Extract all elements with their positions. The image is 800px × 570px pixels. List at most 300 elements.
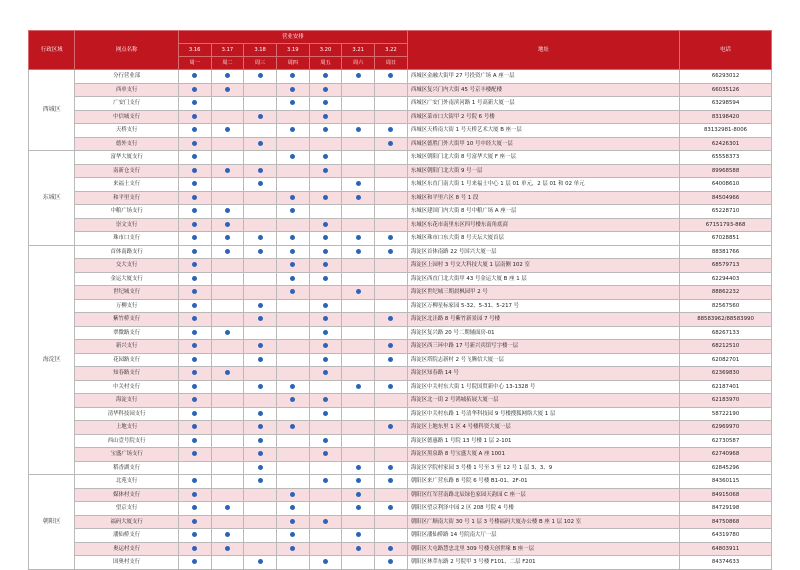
schedule-cell bbox=[276, 502, 309, 516]
open-dot-icon bbox=[192, 73, 197, 78]
branch-name-cell: 崇文支行 bbox=[75, 218, 178, 232]
schedule-cell bbox=[178, 151, 211, 165]
table-row bbox=[29, 407, 772, 421]
weekday-header: 周二 bbox=[211, 57, 244, 70]
table-row bbox=[29, 178, 772, 192]
weekday-header: 周三 bbox=[244, 57, 277, 70]
open-dot-icon bbox=[258, 357, 263, 362]
branch-name-cell: 紫竹桥支行 bbox=[75, 313, 178, 327]
open-dot-icon bbox=[258, 73, 263, 78]
branch-name-cell: 和平里支行 bbox=[75, 191, 178, 205]
address-cell: 海淀区学院村家园 3 号楼 1 号至 3 至 12 号 1 层 3、3、9 bbox=[407, 461, 679, 475]
schedule-cell bbox=[309, 97, 342, 111]
open-dot-icon bbox=[290, 546, 295, 551]
schedule-cell bbox=[276, 340, 309, 354]
schedule-cell bbox=[342, 313, 375, 327]
phone-cell: 67151793-868 bbox=[680, 218, 772, 232]
open-dot-icon bbox=[192, 316, 197, 321]
branch-name-cell: 西单支行 bbox=[75, 83, 178, 97]
table-row bbox=[29, 205, 772, 219]
schedule-cell bbox=[309, 299, 342, 313]
schedule-cell bbox=[178, 461, 211, 475]
schedule-cell bbox=[342, 502, 375, 516]
schedule-cell bbox=[244, 232, 277, 246]
schedule-cell bbox=[211, 272, 244, 286]
schedule-cell bbox=[276, 83, 309, 97]
schedule-cell bbox=[276, 259, 309, 273]
schedule-cell bbox=[342, 407, 375, 421]
open-dot-icon bbox=[192, 505, 197, 510]
open-dot-icon bbox=[192, 411, 197, 416]
open-dot-icon bbox=[356, 546, 361, 551]
schedule-cell bbox=[178, 380, 211, 394]
schedule-cell bbox=[342, 475, 375, 489]
open-dot-icon bbox=[225, 505, 230, 510]
open-dot-icon bbox=[258, 411, 263, 416]
schedule-cell bbox=[178, 299, 211, 313]
schedule-cell bbox=[178, 205, 211, 219]
open-dot-icon bbox=[290, 87, 295, 92]
schedule-cell bbox=[211, 488, 244, 502]
table-row bbox=[29, 83, 772, 97]
open-dot-icon bbox=[290, 519, 295, 524]
schedule-cell bbox=[178, 232, 211, 246]
schedule-cell bbox=[211, 461, 244, 475]
schedule-cell bbox=[375, 124, 408, 138]
branch-schedule-table bbox=[28, 30, 772, 570]
table-row bbox=[29, 191, 772, 205]
schedule-cell bbox=[309, 461, 342, 475]
schedule-cell bbox=[178, 502, 211, 516]
open-dot-icon bbox=[388, 384, 393, 389]
open-dot-icon bbox=[192, 100, 197, 105]
schedule-cell bbox=[375, 232, 408, 246]
schedule-cell bbox=[178, 529, 211, 543]
date-header: 3.16 bbox=[178, 44, 211, 57]
schedule-cell bbox=[178, 70, 211, 84]
address-cell: 朝阳区林萃东路 2 号院甲 3 号楼 F101、二层 F201 bbox=[407, 556, 679, 570]
schedule-cell bbox=[309, 502, 342, 516]
schedule-cell bbox=[244, 367, 277, 381]
open-dot-icon bbox=[323, 249, 328, 254]
schedule-cell bbox=[309, 421, 342, 435]
schedule-cell bbox=[375, 245, 408, 259]
open-dot-icon bbox=[323, 276, 328, 281]
address-cell: 海淀区中关村东大街 1 号院国贸新中心 13-1328 号 bbox=[407, 380, 679, 394]
table-row bbox=[29, 110, 772, 124]
schedule-cell bbox=[211, 502, 244, 516]
open-dot-icon bbox=[192, 235, 197, 240]
schedule-header: 营业安排 bbox=[178, 31, 407, 44]
open-dot-icon bbox=[388, 357, 393, 362]
table-row bbox=[29, 151, 772, 165]
open-dot-icon bbox=[323, 357, 328, 362]
schedule-cell bbox=[244, 313, 277, 327]
table-body bbox=[29, 70, 772, 570]
open-dot-icon bbox=[388, 478, 393, 483]
schedule-cell bbox=[375, 367, 408, 381]
schedule-cell bbox=[211, 515, 244, 529]
schedule-cell bbox=[276, 286, 309, 300]
schedule-cell bbox=[276, 421, 309, 435]
table-row bbox=[29, 245, 772, 259]
open-dot-icon bbox=[192, 519, 197, 524]
schedule-cell bbox=[342, 340, 375, 354]
schedule-cell bbox=[375, 326, 408, 340]
address-cell: 海淀区知春路 14 号 bbox=[407, 367, 679, 381]
date-header: 3.19 bbox=[276, 44, 309, 57]
schedule-cell bbox=[211, 367, 244, 381]
schedule-cell bbox=[342, 421, 375, 435]
table-row bbox=[29, 313, 772, 327]
schedule-cell bbox=[178, 353, 211, 367]
schedule-cell bbox=[375, 488, 408, 502]
address-cell: 海淀区上地东里 1 区 4 号楼科资大厦一层 bbox=[407, 421, 679, 435]
table-row bbox=[29, 232, 772, 246]
phone-cell: 82567560 bbox=[680, 299, 772, 313]
address-cell: 东城区珠市口东大街 8 号天坛大厦首层 bbox=[407, 232, 679, 246]
address-cell: 海淀区中关村东路 1 号清华科技园 9 号楼搜狐网络大厦 1 层 bbox=[407, 407, 679, 421]
schedule-cell bbox=[375, 178, 408, 192]
open-dot-icon bbox=[258, 141, 263, 146]
address-cell: 海淀区万柳星标家园 5-32、5-31、5-217 号 bbox=[407, 299, 679, 313]
schedule-cell bbox=[375, 286, 408, 300]
branch-name-cell: 媒体村支行 bbox=[75, 488, 178, 502]
schedule-cell bbox=[309, 245, 342, 259]
branch-name-cell: 万柳支行 bbox=[75, 299, 178, 313]
schedule-cell bbox=[276, 367, 309, 381]
open-dot-icon bbox=[192, 397, 197, 402]
schedule-cell bbox=[178, 488, 211, 502]
schedule-cell bbox=[244, 178, 277, 192]
schedule-cell bbox=[211, 542, 244, 556]
open-dot-icon bbox=[356, 384, 361, 389]
weekday-header: 周六 bbox=[342, 57, 375, 70]
schedule-cell bbox=[309, 286, 342, 300]
schedule-cell bbox=[244, 380, 277, 394]
schedule-cell bbox=[211, 164, 244, 178]
open-dot-icon bbox=[192, 141, 197, 146]
schedule-cell bbox=[244, 475, 277, 489]
table-row bbox=[29, 394, 772, 408]
schedule-cell bbox=[276, 299, 309, 313]
schedule-cell bbox=[375, 259, 408, 273]
schedule-cell bbox=[276, 380, 309, 394]
open-dot-icon bbox=[290, 249, 295, 254]
open-dot-icon bbox=[388, 424, 393, 429]
schedule-cell bbox=[244, 70, 277, 84]
phone-cell: 65228710 bbox=[680, 205, 772, 219]
schedule-cell bbox=[211, 110, 244, 124]
open-dot-icon bbox=[225, 87, 230, 92]
table-row bbox=[29, 326, 772, 340]
open-dot-icon bbox=[192, 181, 197, 186]
phone-cell: 88583962/88583990 bbox=[680, 313, 772, 327]
phone-cell: 62845296 bbox=[680, 461, 772, 475]
schedule-cell bbox=[309, 542, 342, 556]
schedule-cell bbox=[211, 353, 244, 367]
schedule-cell bbox=[244, 286, 277, 300]
schedule-cell bbox=[375, 205, 408, 219]
schedule-cell bbox=[276, 313, 309, 327]
schedule-cell bbox=[276, 124, 309, 138]
schedule-cell bbox=[244, 191, 277, 205]
open-dot-icon bbox=[356, 235, 361, 240]
open-dot-icon bbox=[225, 532, 230, 537]
schedule-cell bbox=[342, 367, 375, 381]
schedule-cell bbox=[211, 286, 244, 300]
schedule-cell bbox=[244, 502, 277, 516]
table-row bbox=[29, 340, 772, 354]
schedule-cell bbox=[276, 97, 309, 111]
schedule-cell bbox=[309, 380, 342, 394]
schedule-cell bbox=[244, 461, 277, 475]
phone-cell: 62426301 bbox=[680, 137, 772, 151]
branch-name-cell: 西山壹号院支行 bbox=[75, 434, 178, 448]
open-dot-icon bbox=[258, 451, 263, 456]
schedule-cell bbox=[244, 340, 277, 354]
schedule-cell bbox=[375, 461, 408, 475]
schedule-cell bbox=[276, 178, 309, 192]
schedule-cell bbox=[309, 124, 342, 138]
table-row bbox=[29, 380, 772, 394]
schedule-cell bbox=[244, 205, 277, 219]
address-cell: 东城区和平里六区 8 号 1 段 bbox=[407, 191, 679, 205]
schedule-cell bbox=[211, 434, 244, 448]
schedule-cell bbox=[309, 110, 342, 124]
table-row bbox=[29, 353, 772, 367]
schedule-cell bbox=[276, 205, 309, 219]
schedule-cell bbox=[375, 542, 408, 556]
schedule-cell bbox=[276, 164, 309, 178]
address-cell: 海淀区北一街 2 号鸿城拓展大厦一层 bbox=[407, 394, 679, 408]
schedule-cell bbox=[309, 205, 342, 219]
phone-cell: 64803911 bbox=[680, 542, 772, 556]
schedule-cell bbox=[342, 326, 375, 340]
branch-name-cell: 世纪城支行 bbox=[75, 286, 178, 300]
schedule-cell bbox=[211, 70, 244, 84]
address-cell: 东城区东直门南大街 1 号来福士中心 1 层 01 单元，2 层 01 和 02 单元 bbox=[407, 178, 679, 192]
schedule-cell bbox=[244, 110, 277, 124]
schedule-cell bbox=[211, 313, 244, 327]
phone-cell: 84729198 bbox=[680, 502, 772, 516]
weekday-header: 周五 bbox=[309, 57, 342, 70]
branch-name-cell: 奥运村支行 bbox=[75, 542, 178, 556]
open-dot-icon bbox=[225, 222, 230, 227]
table-row bbox=[29, 515, 772, 529]
schedule-cell bbox=[244, 542, 277, 556]
open-dot-icon bbox=[290, 195, 295, 200]
open-dot-icon bbox=[323, 519, 328, 524]
schedule-cell bbox=[211, 83, 244, 97]
open-dot-icon bbox=[290, 208, 295, 213]
date-header: 3.21 bbox=[342, 44, 375, 57]
open-dot-icon bbox=[356, 532, 361, 537]
schedule-cell bbox=[342, 286, 375, 300]
phone-cell: 64008610 bbox=[680, 178, 772, 192]
schedule-cell bbox=[276, 461, 309, 475]
open-dot-icon bbox=[290, 154, 295, 159]
schedule-cell bbox=[276, 245, 309, 259]
schedule-cell bbox=[309, 178, 342, 192]
schedule-cell bbox=[211, 151, 244, 165]
schedule-cell bbox=[178, 407, 211, 421]
address-cell: 西城区广安门外南滨河路 1 号高新大厦一层 bbox=[407, 97, 679, 111]
schedule-cell bbox=[244, 488, 277, 502]
schedule-cell bbox=[342, 164, 375, 178]
date-header: 3.22 bbox=[375, 44, 408, 57]
schedule-cell bbox=[309, 83, 342, 97]
open-dot-icon bbox=[258, 181, 263, 186]
schedule-cell bbox=[276, 218, 309, 232]
schedule-cell bbox=[244, 245, 277, 259]
schedule-cell bbox=[342, 124, 375, 138]
address-cell: 海淀区黑泉路 8 号宝盛大厦 A 座 1001 bbox=[407, 448, 679, 462]
branch-name-cell: 新兴支行 bbox=[75, 340, 178, 354]
branch-name-cell: 翠微路支行 bbox=[75, 326, 178, 340]
schedule-cell bbox=[276, 448, 309, 462]
address-cell: 朝阳区来广营东路 8 号院 6 号楼 B1-01、2F-01 bbox=[407, 475, 679, 489]
phone-cell: 62969970 bbox=[680, 421, 772, 435]
schedule-cell bbox=[178, 394, 211, 408]
address-cell: 西城区复兴门内大街 45 号京丰楼配楼 bbox=[407, 83, 679, 97]
table-row bbox=[29, 529, 772, 543]
address-cell: 东城区朝阳门北大街 9 号一层 bbox=[407, 164, 679, 178]
schedule-cell bbox=[309, 137, 342, 151]
branch-name-cell: 富华大厦支行 bbox=[75, 151, 178, 165]
open-dot-icon bbox=[290, 289, 295, 294]
schedule-cell bbox=[178, 434, 211, 448]
schedule-cell bbox=[342, 110, 375, 124]
open-dot-icon bbox=[258, 343, 263, 348]
phone-cell: 62730587 bbox=[680, 434, 772, 448]
schedule-cell bbox=[178, 556, 211, 570]
schedule-cell bbox=[276, 137, 309, 151]
table-row bbox=[29, 70, 772, 84]
branch-name-cell: 知春路支行 bbox=[75, 367, 178, 381]
schedule-cell bbox=[375, 70, 408, 84]
schedule-cell bbox=[342, 70, 375, 84]
table-row bbox=[29, 556, 772, 570]
phone-cell: 84360115 bbox=[680, 475, 772, 489]
open-dot-icon bbox=[388, 343, 393, 348]
branch-name-cell: 潘仙桥支行 bbox=[75, 529, 178, 543]
open-dot-icon bbox=[323, 114, 328, 119]
date-header: 3.18 bbox=[244, 44, 277, 57]
address-header: 地址 bbox=[407, 31, 679, 70]
schedule-cell bbox=[309, 353, 342, 367]
address-cell: 海淀区世纪城三期晨枫园甲 2 号 bbox=[407, 286, 679, 300]
open-dot-icon bbox=[258, 316, 263, 321]
schedule-cell bbox=[244, 394, 277, 408]
schedule-cell bbox=[309, 434, 342, 448]
open-dot-icon bbox=[323, 411, 328, 416]
schedule-cell bbox=[309, 70, 342, 84]
open-dot-icon bbox=[356, 181, 361, 186]
table-row bbox=[29, 542, 772, 556]
open-dot-icon bbox=[388, 465, 393, 470]
schedule-cell bbox=[276, 191, 309, 205]
schedule-cell bbox=[276, 542, 309, 556]
address-cell: 海淀区西三环中路 17 号新兴宾馆写字楼一层 bbox=[407, 340, 679, 354]
table-row bbox=[29, 124, 772, 138]
table-row bbox=[29, 421, 772, 435]
schedule-cell bbox=[244, 272, 277, 286]
schedule-cell bbox=[178, 542, 211, 556]
schedule-cell bbox=[375, 502, 408, 516]
open-dot-icon bbox=[323, 154, 328, 159]
schedule-cell bbox=[178, 178, 211, 192]
schedule-cell bbox=[244, 448, 277, 462]
address-cell: 朝阳区大屯路慧忠北里 309 号楼天创世缘 B 座一层 bbox=[407, 542, 679, 556]
schedule-cell bbox=[244, 124, 277, 138]
schedule-cell bbox=[375, 137, 408, 151]
phone-cell: 64319780 bbox=[680, 529, 772, 543]
schedule-cell bbox=[211, 299, 244, 313]
table-row bbox=[29, 461, 772, 475]
table-row bbox=[29, 97, 772, 111]
open-dot-icon bbox=[225, 235, 230, 240]
address-cell: 朝阳区潘仙桥路 14 号院南大厅一层 bbox=[407, 529, 679, 543]
schedule-cell bbox=[375, 475, 408, 489]
branch-name-cell: 中关村支行 bbox=[75, 380, 178, 394]
open-dot-icon bbox=[323, 195, 328, 200]
open-dot-icon bbox=[323, 73, 328, 78]
phone-cell: 66035126 bbox=[680, 83, 772, 97]
address-cell: 朝阳区红军营南路北辰绿色家园天韵园 C 座一层 bbox=[407, 488, 679, 502]
schedule-cell bbox=[375, 380, 408, 394]
open-dot-icon bbox=[290, 73, 295, 78]
schedule-cell bbox=[342, 448, 375, 462]
schedule-cell bbox=[211, 475, 244, 489]
schedule-cell bbox=[342, 137, 375, 151]
open-dot-icon bbox=[225, 249, 230, 254]
schedule-cell bbox=[309, 515, 342, 529]
schedule-cell bbox=[211, 205, 244, 219]
open-dot-icon bbox=[290, 262, 295, 267]
open-dot-icon bbox=[258, 249, 263, 254]
schedule-cell bbox=[178, 421, 211, 435]
open-dot-icon bbox=[388, 505, 393, 510]
schedule-cell bbox=[211, 394, 244, 408]
table-row bbox=[29, 448, 772, 462]
schedule-cell bbox=[309, 448, 342, 462]
schedule-cell bbox=[375, 394, 408, 408]
schedule-cell bbox=[342, 299, 375, 313]
phone-cell: 84504966 bbox=[680, 191, 772, 205]
schedule-cell bbox=[244, 407, 277, 421]
open-dot-icon bbox=[258, 303, 263, 308]
branch-name-cell: 中信城支行 bbox=[75, 110, 178, 124]
open-dot-icon bbox=[192, 330, 197, 335]
open-dot-icon bbox=[356, 195, 361, 200]
table-row bbox=[29, 502, 772, 516]
open-dot-icon bbox=[192, 303, 197, 308]
schedule-cell bbox=[178, 83, 211, 97]
schedule-cell bbox=[211, 340, 244, 354]
schedule-cell bbox=[178, 340, 211, 354]
open-dot-icon bbox=[225, 330, 230, 335]
open-dot-icon bbox=[388, 141, 393, 146]
open-dot-icon bbox=[290, 424, 295, 429]
open-dot-icon bbox=[225, 208, 230, 213]
schedule-cell bbox=[276, 529, 309, 543]
open-dot-icon bbox=[192, 370, 197, 375]
phone-cell: 68267133 bbox=[680, 326, 772, 340]
phone-cell: 88381766 bbox=[680, 245, 772, 259]
phone-cell: 83132981-8006 bbox=[680, 124, 772, 138]
table-row bbox=[29, 218, 772, 232]
